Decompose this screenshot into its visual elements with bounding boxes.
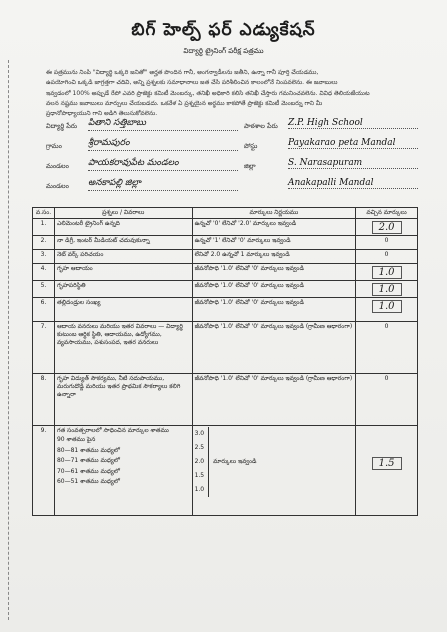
row-question: గృహ ఆదాయం (54, 264, 192, 281)
row-mark-cell (356, 374, 418, 426)
row-mark-cell (356, 236, 418, 250)
punch-margin-line (8, 60, 9, 620)
school-value[interactable]: Z.P. High School (288, 118, 418, 129)
row-mark[interactable]: 1.0 (372, 266, 402, 279)
post-value[interactable]: Payakarao peta Mandal (288, 138, 418, 149)
village-value[interactable]: శ్రీరామపురం (88, 138, 238, 151)
row-scheme: జీవనోపాధి '1.0' లేనిచో '0' మార్కులు ఇవ్వండి (192, 298, 356, 322)
row-number: 1. (33, 219, 55, 236)
row-mark[interactable]: 0 (384, 251, 389, 258)
row-mark-cell (356, 264, 418, 281)
row-mark[interactable]: 1.0 (372, 283, 402, 296)
row-scheme: జీవనోపాధి '1.0' లేనిచో '0' మార్కులు ఇవ్వండి (192, 264, 356, 281)
row-mark[interactable]: 2.0 (372, 221, 402, 234)
percent-mark-value: 2.5 (194, 444, 205, 451)
row-question: నెట్ వర్క్ పరిచయం (54, 250, 192, 264)
percent-item: 80—71 శాతము మధ్యలో (56, 457, 120, 464)
row-scheme: జీవనోపాధి '1.0' లేనిచో '0' మార్కులు ఇవ్వండి (192, 281, 356, 298)
row-question: తల్లిదండ్రుల సంఖ్య (54, 298, 192, 322)
row-mark-cell (356, 219, 418, 236)
page-title: బిగ్ హెల్ప్ ఫర్ ఎడ్యుకేషన్ (131, 20, 316, 40)
name-value[interactable]: పితాని సత్తిబాబు (88, 118, 238, 131)
row-number: 7. (33, 322, 55, 374)
col-header-scheme: మార్కులు నిర్ణయము (192, 208, 356, 219)
row-number: 5. (33, 281, 55, 298)
row-scheme-cell (192, 426, 356, 516)
row-question: ఎలిమెంటరీ ట్రైనింగ్ ఉన్నది (54, 219, 192, 236)
percent-mark-value: 1.0 (194, 486, 205, 493)
row-scheme: జీవనోపాధి '1.0' లేనిచో '0' మార్కులు ఇవ్వండి (గ్రామీణ ఆధారంగా) (192, 374, 356, 426)
row-question-cell (54, 426, 192, 516)
table-row (33, 236, 418, 250)
marks-table (32, 207, 418, 516)
row-question: ఆదాయ వనరులు మరియు ఇతర వివరాలు — విద్యార్థి కుటుంబ ఆర్థిక స్థితి, ఆదాయము, ఉద్యోగము, వ్యవసాయము, పశుసంపద, ఇతర వనరులు (54, 322, 192, 374)
row-number: 6. (33, 298, 55, 322)
table-row (33, 322, 418, 374)
row-mark[interactable]: 0 (384, 375, 389, 382)
extra-value[interactable]: అనకాపల్లి జిల్లా (88, 178, 238, 191)
mandal-value[interactable]: పాయకరావుపేట మండలం (88, 158, 238, 171)
table-row (33, 298, 418, 322)
row-mark-cell (356, 426, 418, 516)
row-mark[interactable]: 1.0 (372, 300, 402, 313)
percent-item: 80—81 శాతము మధ్యలో (56, 446, 120, 454)
row-number: 3. (33, 250, 55, 264)
row-question: గత సంవత్సరాలలో సాధించిన మార్కుల శాతము (56, 427, 169, 434)
table-row (33, 281, 418, 298)
table-row (33, 264, 418, 281)
instruction-line: ఉపయోగించి ఒక్కడి జాగ్రత్తగా చదివి, అన్ని ప్రశ్నలకు సమాధానాలు జత చేసి పరిశీలించిన కాలంలోనే నింపవలెను. ఈ జవాబులు (46, 79, 338, 87)
row-number: 2. (33, 236, 55, 250)
district-value[interactable]: S. Narasapuram (288, 158, 418, 169)
percent-item: 70—61 శాతము మధ్యలో (56, 467, 120, 475)
col-header-question: ప్రశ్నలు / వివరాలు (54, 208, 192, 219)
extra2-value[interactable]: Anakapalli Mandal (288, 178, 418, 189)
table-row (33, 250, 418, 264)
instructions (46, 68, 428, 119)
table-row (33, 374, 418, 426)
table-row (33, 219, 418, 236)
row-mark-cell (356, 281, 418, 298)
col-header-no: వ.సం. (33, 208, 55, 219)
instruction-line: వలన నష్టము జవాబులు మార్పులు చేయబడదు. ఒకవేళ ఏ ప్రశ్నయైన అర్థము కాకపోతే ప్రాజెక్టు కమిటీ మెంబర్ను గాని మీ (46, 99, 323, 107)
post-label: పోస్టు (244, 142, 258, 150)
district-label: జిల్లా (244, 162, 256, 170)
row-number: 9. (33, 426, 55, 516)
table-header-row (33, 208, 418, 219)
row-scheme: ఉన్నచో '1' లేనిచో '0' మార్కులు ఇవ్వండి (192, 236, 356, 250)
row-question: గృహపరిస్థితి (54, 281, 192, 298)
row-scheme: లేనిచో 2.0 ఉన్నచో 1 మార్కులు ఇవ్వండి (192, 250, 356, 264)
percent-mark-value: 1.5 (194, 472, 205, 479)
row-number: 8. (33, 374, 55, 426)
percent-mark-value: 2.0 (194, 458, 205, 465)
row-number: 4. (33, 264, 55, 281)
mandal-label: మండలం (46, 162, 69, 170)
row-scheme: ఉన్నచో '0' లేనిచో '2.0' మార్కులు ఇవ్వండి (192, 219, 356, 236)
percent-marks (195, 427, 210, 497)
row-mark-cell (356, 250, 418, 264)
row-mark-cell (356, 298, 418, 322)
col-header-marks: వచ్చిన మార్కులు (356, 208, 418, 219)
row-mark[interactable]: 0 (384, 237, 389, 244)
row-mark[interactable]: 1.5 (372, 457, 402, 470)
row-mark-cell (356, 322, 418, 374)
extra-label: మండలం (46, 182, 69, 190)
row-question: గృహ విద్యుత్ సౌకర్యము, నీటి సదుపాయము, మరుగుదొడ్డి మరియు ఇతర ప్రాథమిక సౌకర్యాలు కలిగి ఉన్నారా (54, 374, 192, 426)
row-mark[interactable]: 0 (384, 323, 389, 330)
percent-mark-value: 3.0 (194, 430, 205, 437)
school-label: పాఠశాల పేరు (244, 122, 278, 130)
instruction-line: ఈ పత్రమును నింపి "విద్యార్థి ఒక్కరి జనితో" అర్హత పొందిన గానీ, అంగన్వాడీలను జతీని, ఉన్నా గానీ పూర్తి చేయడము, (46, 69, 319, 76)
table-row (33, 426, 418, 516)
percent-item: 60—51 శాతము మధ్యలో (56, 478, 120, 485)
percent-marks-box (195, 427, 354, 497)
row-question: నా డిగ్రీ, ఇంటర్ మీడియట్ చదువుకున్నా (54, 236, 192, 250)
percent-list (57, 435, 190, 488)
page-subtitle: విద్యార్థి ట్రైనింగ్ పరీక్ష పత్రము (183, 47, 264, 55)
percent-item: 90 శాతము పైన (56, 436, 96, 443)
village-label: గ్రామం (46, 142, 62, 150)
name-label: విద్యార్థి పేరు (46, 122, 78, 130)
row-scheme: మార్కులు ఇవ్వండి (213, 458, 257, 465)
row-scheme: జీవనోపాధి '1.0' లేనిచో '0' మార్కులు ఇవ్వండి (గ్రామీణ ఆధారంగా) (192, 322, 356, 374)
instruction-line: ప్రధానోపాధ్యాయుని గాని అడిగి తెలుసుకోవలెను. (46, 110, 158, 118)
instruction-line: ఇవ్వడంలో 100% అప్పుడే రేపో ఎవరి ప్రాజెక్టు కమిటీ మెంబర్కు, తనిఖీ అధికారి కలిసి తనిఖీ చేస్తారు గమనించవలెను. వివిధ తెలియజేయుట (46, 89, 370, 97)
